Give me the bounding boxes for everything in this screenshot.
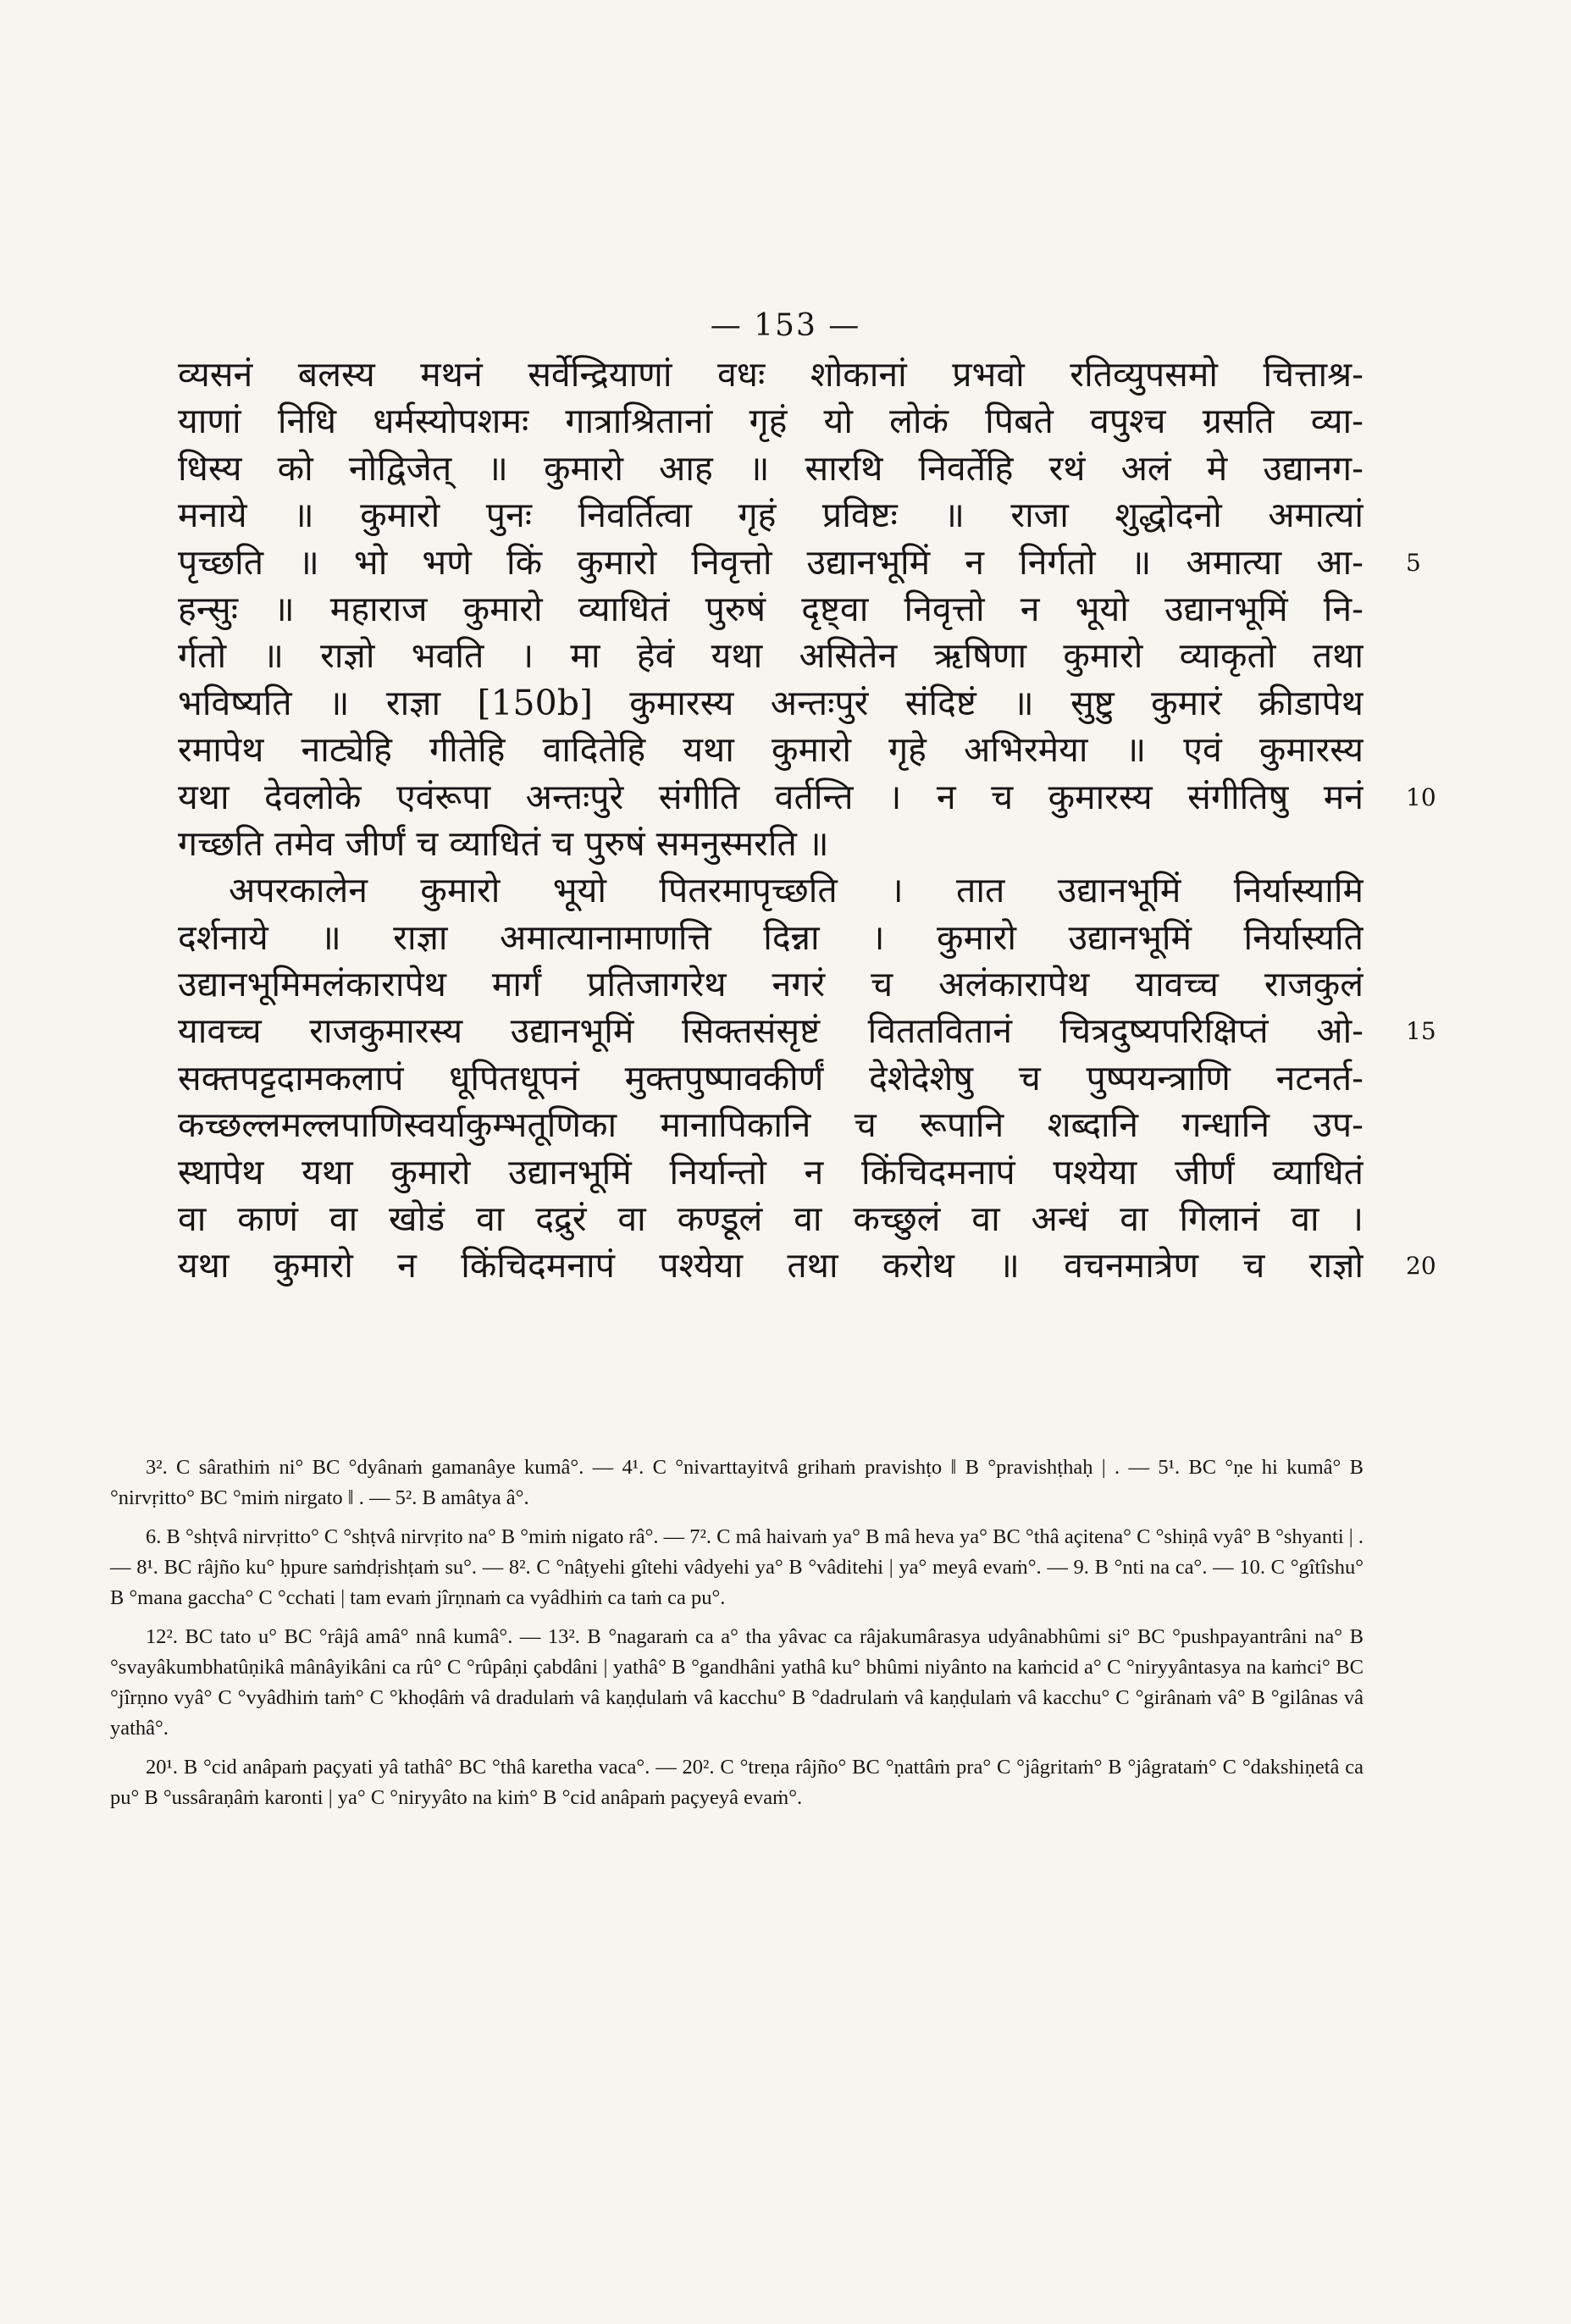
line-text: अपरकालेन कुमारो भूयो पितरमापृच्छति । तात उद्यानभूमिं निर्यास्यामि — [229, 870, 1364, 911]
line-text: हन्सुः ॥ महाराज कुमारो व्याधितं पुरुषं दृष्ट्वा निवृत्तो न भूयो उद्यानभूमिं नि- — [178, 588, 1364, 629]
line-text: दर्शनाये ॥ राज्ञा अमात्यानामाणत्ति दिन्ना । कुमारो उद्यानभूमिं निर्यास्यति — [178, 916, 1364, 958]
line-text: रमापेथ नाट्येहि गीतेहि वादितेहि यथा कुमारो गृहे अभिरमेया ॥ एवं कुमारस्य — [178, 729, 1364, 771]
text-line — [178, 540, 1421, 586]
text-line — [178, 1149, 1364, 1196]
text-line — [178, 398, 1364, 445]
footnote: 20¹. B °cid anâpaṁ paçyati yâ tathâ° BC °thâ karetha vaca°. — 20². C °treṇa râjño° BC °ṇattâṁ pra° C °jâgritaṁ° B °jâgrataṁ° C °dakshiṇetâ ca pu° B °ussâraṇâṁ karonti | ya° C °niryyâto na kiṁ° B °cid anâpaṁ paçyeyâ evaṁ°. — [110, 1756, 1364, 1809]
line-text: स्थापेथ यथा कुमारो उद्यानभूमिं निर्यान्तो न किंचिदमनापं पश्येया जीर्णं व्याधितं — [178, 1151, 1364, 1192]
line-text: यथा देवलोके एवंरूपा अन्तःपुरे संगीति वर्तन्ति । न च कुमारस्य संगीतिषु मनं — [178, 776, 1364, 817]
line-text: यावच्च राजकुमारस्य उद्यानभूमिं सिक्तसंसृष्टं विततवितानं चित्रदुष्यपरिक्षिप्तं ओ- — [178, 1010, 1364, 1052]
line-text: पृच्छति ॥ भो भणे किं कुमारो निवृत्तो उद्यानभूमिं न निर्गतो ॥ अमात्या आ- — [178, 541, 1364, 583]
text-line — [178, 1102, 1364, 1148]
text-line — [178, 867, 1364, 914]
footnotes — [110, 1452, 1364, 1822]
text-line — [178, 915, 1364, 961]
text-line — [178, 680, 1364, 727]
text-line — [178, 351, 1364, 398]
line-text: वा काणं वा खोडं वा दद्रुरं वा कण्डूलं वा कच्छुलं वा अन्धं वा गिलानं वा । — [178, 1198, 1364, 1240]
line-text: व्यसनं बलस्य मथनं सर्वेन्द्रियाणां वधः शोकानां प्रभवो रतिव्युपसमो चित्ताश्र- — [178, 354, 1364, 395]
text-line — [178, 445, 1364, 492]
text-line — [178, 727, 1364, 773]
text-line — [178, 961, 1364, 1008]
footnote: 6. B °shṭvâ nirvṛitto° C °shṭvâ nirvṛito na° B °miṁ nigato râ°. — 7². C mâ haivaṁ ya° B mâ heva ya° BC °thâ açitena° C °shiṇâ vyâ° B °shyanti | . — 8¹. BC râjño ku° ḥpure saṁdṛishṭaṁ su°. — 8². C °nâṭyehi gîtehi vâdyehi ya° B °vâditehi | ya° meyâ evaṁ°. — 9. B °nti na ca°. — 10. C °gîtîshu° B °mana gaccha° C °cchati | tam evaṁ jîrṇnaṁ ca vyâdhiṁ ca taṁ ca pu°. — [110, 1525, 1364, 1609]
line-text: याणां निधि धर्मस्योपशमः गात्राश्रितानां गृहं यो लोकं पिबते वपुश्च ग्रसति व्या- — [178, 401, 1364, 442]
line-text: मनाये ॥ कुमारो पुनः निवर्तित्वा गृहं प्रविष्टः ॥ राजा शुद्धोदनो अमात्यां — [178, 495, 1364, 536]
line-text: धिस्य को नोद्विजेत् ॥ कुमारो आह ॥ सारथि निवर्तेहि रथं अलं मे उद्यानग- — [178, 447, 1364, 489]
line-text: गच्छति तमेव जीर्णं च व्याधितं च पुरुषं समनुस्मरति ॥ — [178, 822, 829, 864]
text-line — [178, 1196, 1364, 1242]
text-line — [178, 1008, 1436, 1054]
footnote: 12². BC tato u° BC °râjâ amâ° nnâ kumâ°. — 13². B °nagaraṁ ca a° tha yâvac ca râjakumârasya udyânabhûmi si° BC °pushpayantrâni na° B °svayâkumbhatûṇikâ mânâyikâni ca rû° C °rûpâṇi çabdâni | yathâ° B °gandhâni yathâ ku° bhûmi niyânto na kaṁcid a° C °niryyântasya na kaṁci° BC °jîrṇno vyâ° C °vyâdhiṁ taṁ° C °khoḍâṁ vâ dradulaṁ vâ kaṇḍulaṁ vâ kacchu° B °dadrulaṁ vâ kaṇḍulaṁ vâ kacchu° C °girânaṁ vâ° B °gilânas vâ yathâ°. — [110, 1625, 1364, 1740]
line-text: कच्छल्लमल्लपाणिस्वर्याकुम्भतूणिका मानापिकानि च रूपानि शब्दानि गन्धानि उप- — [178, 1104, 1364, 1146]
text-line — [178, 821, 1364, 867]
line-number: 15 — [1406, 1017, 1436, 1046]
footnote: 3². C sârathiṁ ni° BC °dyânaṁ gamanâye kumâ°. — 4¹. C °nivarttayitvâ grihaṁ pravishṭo ‖ B °pravishṭhaḥ | . — 5¹. BC °ṇe hi kumâ° B °nirvṛitto° BC °miṁ nirgato ‖ . — 5². B amâtya â°. — [110, 1456, 1364, 1509]
line-text: यथा कुमारो न किंचिदमनापं पश्येया तथा करोथ ॥ वचनमात्रेण च राज्ञो — [178, 1245, 1364, 1286]
line-text: सक्तपट्टदामकलापं धूपितधूपनं मुक्तपुष्पावकीर्णं देशेदेशेषु च पुष्पयन्त्राणि नटनर्त- — [178, 1057, 1364, 1098]
line-text: उद्यानभूमिमलंकारापेथ मार्गं प्रतिजागरेथ नगरं च अलंकारापेथ यावच्च राजकुलं — [178, 964, 1364, 1005]
line-text: र्गतो ॥ राज्ञो भवति । मा हेवं यथा असितेन ऋषिणा कुमारो व्याकृतो तथा — [178, 635, 1364, 677]
line-text: भविष्यति ॥ राज्ञा [150b] कुमारस्य अन्तःपुरं संदिष्टं ॥ सुष्टु कुमारं क्रीडापेथ — [178, 682, 1364, 723]
line-number: 10 — [1406, 783, 1436, 811]
text-line — [178, 492, 1364, 539]
text-line — [178, 586, 1364, 633]
line-number: 5 — [1406, 548, 1421, 577]
text-line — [178, 633, 1364, 679]
text-line — [178, 774, 1436, 821]
text-line — [178, 1242, 1436, 1289]
line-number: 20 — [1406, 1252, 1436, 1281]
page-number: — 153 — — [710, 308, 861, 343]
text-line — [178, 1055, 1364, 1102]
main-text — [178, 351, 1436, 1290]
